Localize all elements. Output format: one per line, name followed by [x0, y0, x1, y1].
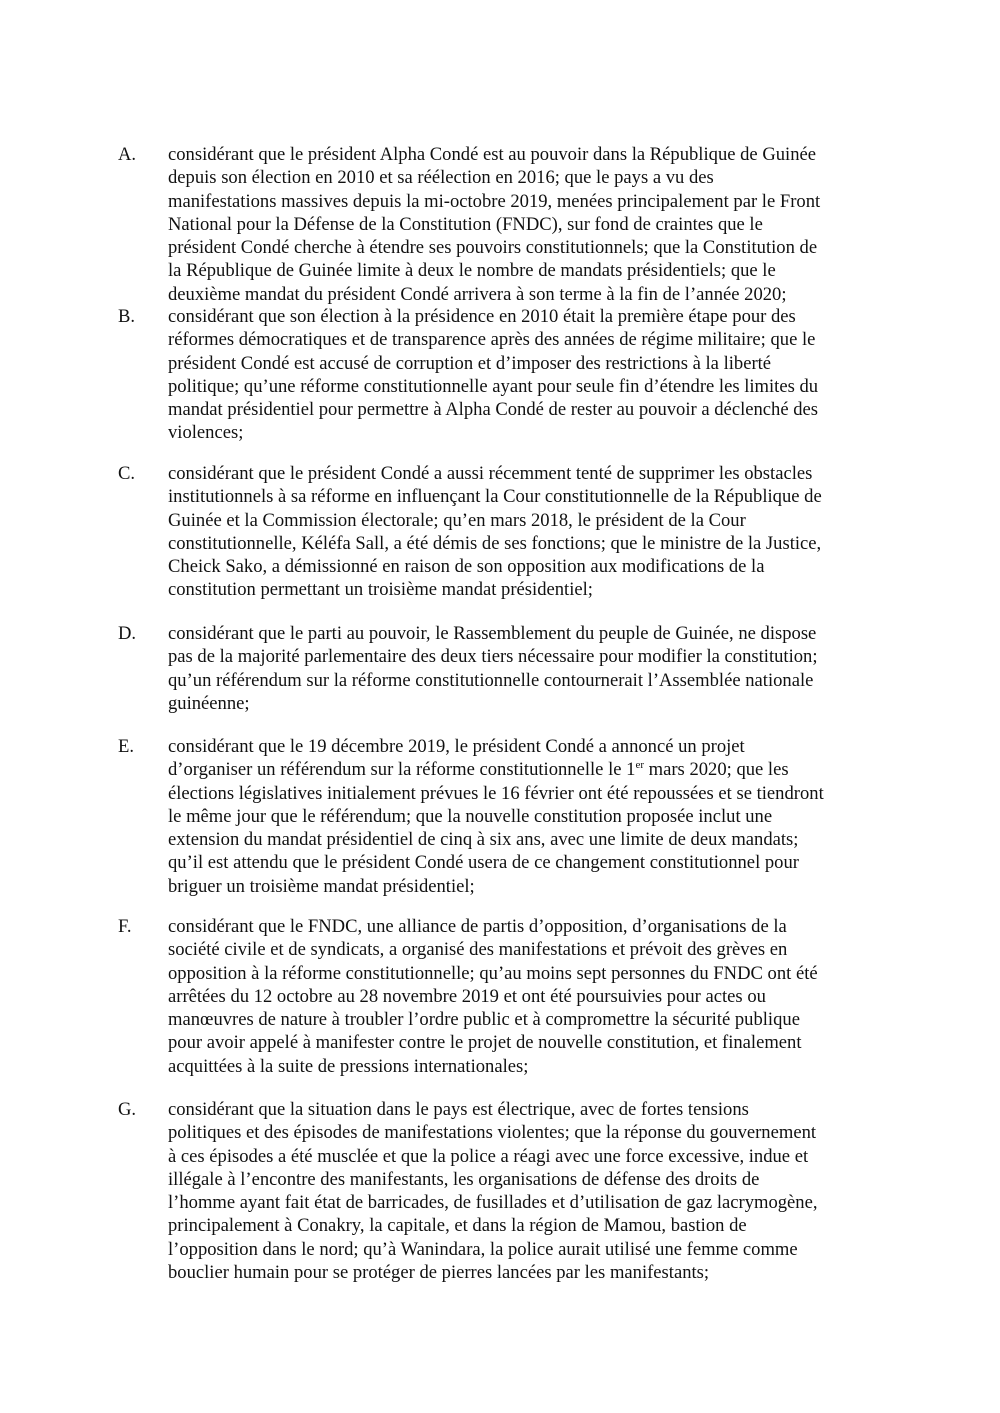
paragraph-text: [168, 143, 888, 306]
paragraph-f: [118, 915, 888, 1078]
text-line: président Condé est accusé de corruption et d’imposer des restrictions à la liberté: [168, 352, 772, 374]
paragraph-d: [118, 622, 888, 715]
text-line: illégale à l’encontre des manifestants, les organisations de défense des droits de: [168, 1168, 760, 1190]
paragraph-letter: E.: [118, 736, 135, 757]
text-line: qu’il est attendu que le président Condé usera de ce changement constitutionnel pour: [168, 852, 799, 874]
paragraph-b: [118, 305, 888, 445]
ordinal-superscript: er: [635, 759, 644, 772]
text-line: à ces épisodes a été musclée et que la police a réagi avec une force excessive, indue et: [168, 1145, 809, 1167]
text-line: considérant que le FNDC, une alliance de partis d’opposition, d’organisations de la: [168, 916, 787, 937]
text-line: bouclier humain pour se protéger de pierres lancées par les manifestants;: [168, 1262, 710, 1284]
paragraph-letter: F.: [118, 916, 132, 937]
text-line: acquittées à la suite de pressions internationales;: [168, 1055, 529, 1077]
text-line: réformes démocratiques et de transparence après des années de régime militaire; que le: [168, 329, 816, 351]
text-line: guinéenne;: [168, 692, 250, 714]
text-line: mandat présidentiel pour permettre à Alpha Condé de rester au pouvoir a déclenché des: [168, 399, 819, 421]
text-line: considérant que la situation dans le pays est électrique, avec de fortes tensions: [168, 1099, 749, 1120]
text-line: Guinée et la Commission électorale; qu’en mars 2018, le président de la Cour: [168, 509, 746, 531]
paragraph-text: [168, 915, 888, 1078]
text-line: violences;: [168, 422, 244, 444]
paragraph-letter: B.: [118, 306, 136, 327]
text-line: manœuvres de nature à troubler l’ordre public et à compromettre la sécurité publique: [168, 1009, 800, 1031]
text-line: National pour la Défense de la Constitution (FNDC), sur fond de craintes que le: [168, 213, 763, 235]
text-line: arrêtées du 12 octobre au 28 novembre 2019 et ont été poursuivies pour actes ou: [168, 985, 766, 1007]
paragraph-letter: G.: [118, 1099, 137, 1120]
text-line: politique; qu’une réforme constitutionnelle ayant pour seule fin d’étendre les limites du: [168, 375, 819, 397]
text-line: l’opposition dans le nord; qu’à Wanindara, la police aurait utilisé une femme comme: [168, 1238, 798, 1260]
text-line: qu’un référendum sur la réforme constitutionnelle contournerait l’Assemblée nationale: [168, 669, 814, 691]
text-line: institutionnels à sa réforme en influençant la Cour constitutionnelle de la République de: [168, 486, 822, 508]
text-line: pas de la majorité parlementaire des deux tiers nécessaire pour modifier la constitution;: [168, 646, 818, 668]
text-line: le même jour que le référendum; que la nouvelle constitution proposée inclut une: [168, 805, 773, 827]
paragraph-text: [168, 462, 888, 602]
text-line: élections législatives initialement prévues le 16 février ont été repoussées et se tiendront: [168, 782, 824, 804]
text-line: considérant que le président Alpha Condé est au pouvoir dans la République de Guinée: [168, 144, 817, 165]
paragraph-a: [118, 143, 888, 306]
text-line: Cheick Sako, a démissionné en raison de son opposition aux modifications de la: [168, 556, 765, 578]
text-line: considérant que le parti au pouvoir, le Rassemblement du peuple de Guinée, ne dispose: [168, 623, 817, 644]
paragraph-letter: D.: [118, 623, 137, 644]
text-line: politiques et des épisodes de manifestations violentes; que la réponse du gouvernement: [168, 1122, 817, 1144]
text-line: président Condé cherche à étendre ses pouvoirs constitutionnels; que la Constitution de: [168, 237, 818, 259]
text-line: considérant que le président Condé a aussi récemment tenté de supprimer les obstacles: [168, 463, 813, 484]
text-segment: d’organiser un référendum sur la réforme constitutionnelle le 1: [168, 759, 636, 781]
paragraph-g: [118, 1098, 888, 1284]
text-line: depuis son élection en 2010 et sa réélection en 2016; que le pays a vu des: [168, 167, 714, 189]
paragraph-text: [168, 305, 888, 445]
text-line: considérant que son élection à la présidence en 2010 était la première étape pour des: [168, 306, 796, 327]
text-line-with-superscript: [168, 758, 888, 781]
text-line: opposition à la réforme constitutionnelle; qu’au moins sept personnes du FNDC ont été: [168, 962, 818, 984]
text-line: principalement à Conakry, la capitale, et dans la région de Mamou, bastion de: [168, 1215, 747, 1237]
paragraph-text: [168, 735, 888, 898]
paragraph-text: [168, 622, 888, 715]
text-line: la République de Guinée limite à deux le nombre de mandats présidentiels; que le: [168, 260, 776, 282]
text-line: extension du mandat présidentiel de cinq à six ans, avec une limite de deux mandats;: [168, 829, 799, 851]
paragraph-letter: A.: [118, 144, 137, 165]
paragraph-c: [118, 462, 888, 602]
text-line: considérant que le 19 décembre 2019, le président Condé a annoncé un projet: [168, 736, 745, 757]
text-segment: mars 2020; que les: [644, 759, 789, 781]
text-line: société civile et de syndicats, a organisé des manifestations et prévoit des grèves en: [168, 939, 788, 961]
text-line: manifestations massives depuis la mi-octobre 2019, menées principalement par le Front: [168, 190, 821, 212]
paragraph-e: [118, 735, 888, 898]
text-line: constitution permettant un troisième mandat présidentiel;: [168, 579, 593, 601]
paragraph-text: [168, 1098, 888, 1284]
text-line: l’homme ayant fait état de barricades, de fusillades et d’utilisation de gaz lacrymogène,: [168, 1192, 818, 1214]
text-line: briguer un troisième mandat présidentiel;: [168, 875, 475, 897]
paragraph-letter: C.: [118, 463, 136, 484]
text-line: constitutionnelle, Kéléfa Sall, a été démis de ses fonctions; que le ministre de la Justice,: [168, 532, 822, 554]
text-line: pour avoir appelé à manifester contre le projet de nouvelle constitution, et finalement: [168, 1032, 802, 1054]
text-line: deuxième mandat du président Condé arrivera à son terme à la fin de l’année 2020;: [168, 283, 787, 305]
